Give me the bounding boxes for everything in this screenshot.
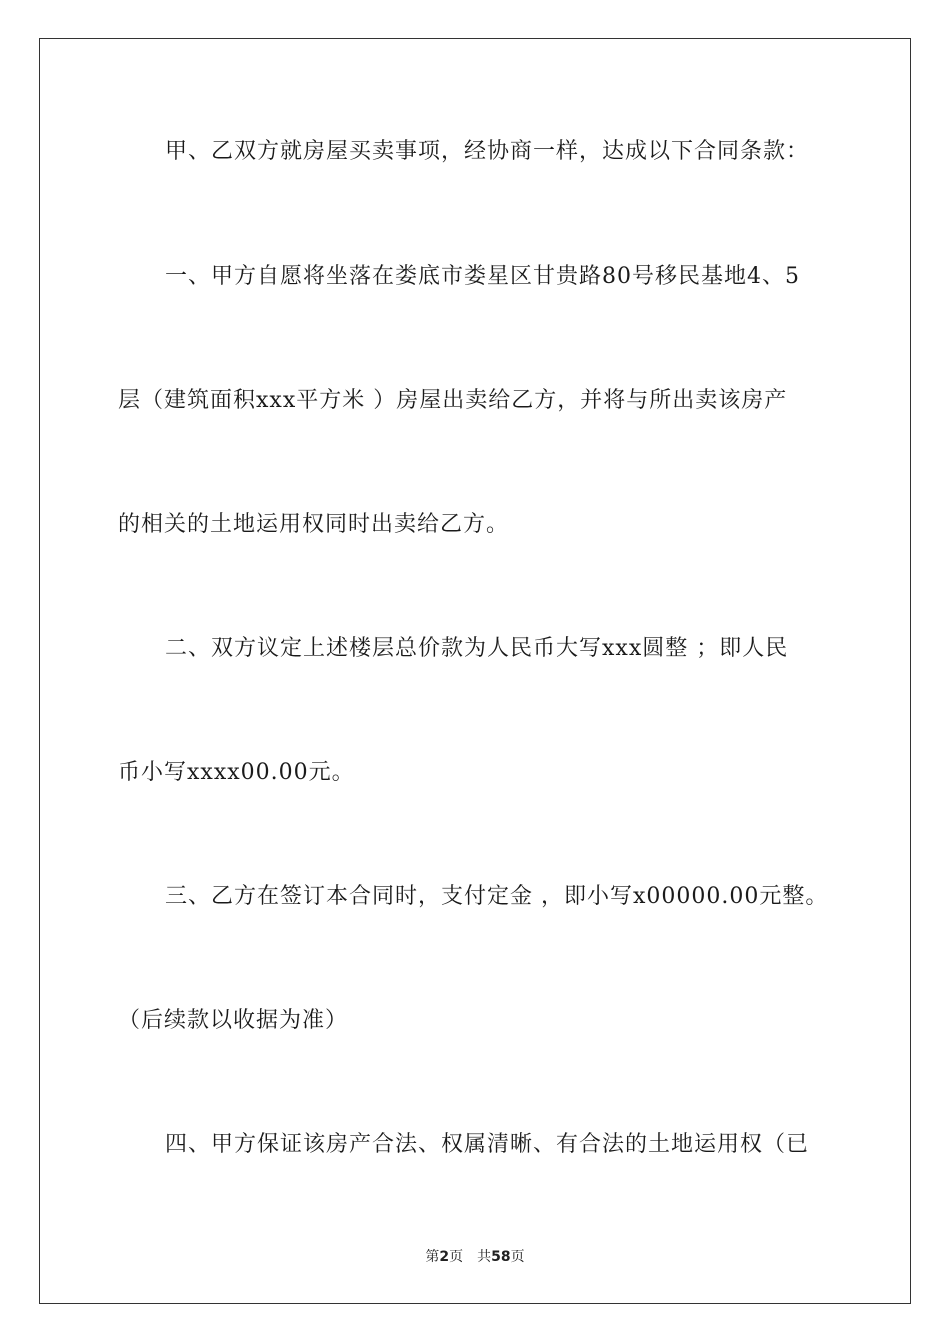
clause-2-line-1: 二、双方议定上述楼层总价款为人民币大写xxx圆整 ；即人民 [165,636,789,661]
total-prefix: 共 [477,1249,492,1265]
clause-3-note: （后续款以收据为准） [118,1008,349,1033]
page-number: 2 [439,1249,450,1265]
total-pages: 58 [491,1249,511,1265]
clause-1-line-2: 层（建筑面积xxx平方米 ）房屋出卖给乙方，并将与所出卖该房产 [118,388,788,413]
page-border [39,38,911,1304]
page-prefix: 第 [425,1249,440,1265]
clause-1-line-3: 的相关的土地运用权同时出卖给乙方。 [118,512,510,537]
page-footer [0,1246,950,1266]
total-suffix: 页 [510,1249,525,1265]
clause-2-line-2: 币小写xxxx00.00元。 [118,760,355,785]
paragraph-intro-line: 甲、乙双方就房屋买卖事项，经协商一样，达成以下合同条款： [165,139,810,164]
clause-4-line-1: 四、甲方保证该房产合法、权属清晰、有合法的土地运用权（已 [165,1132,810,1157]
page-suffix: 页 [449,1249,464,1265]
clause-3-line-1: 三、乙方在签订本合同时，支付定金 ，即小写x00000.00元整。 [165,884,829,909]
clause-1-line-1: 一、甲方自愿将坐落在娄底市娄星区甘贵路80号移民基地4、5 [165,264,800,289]
